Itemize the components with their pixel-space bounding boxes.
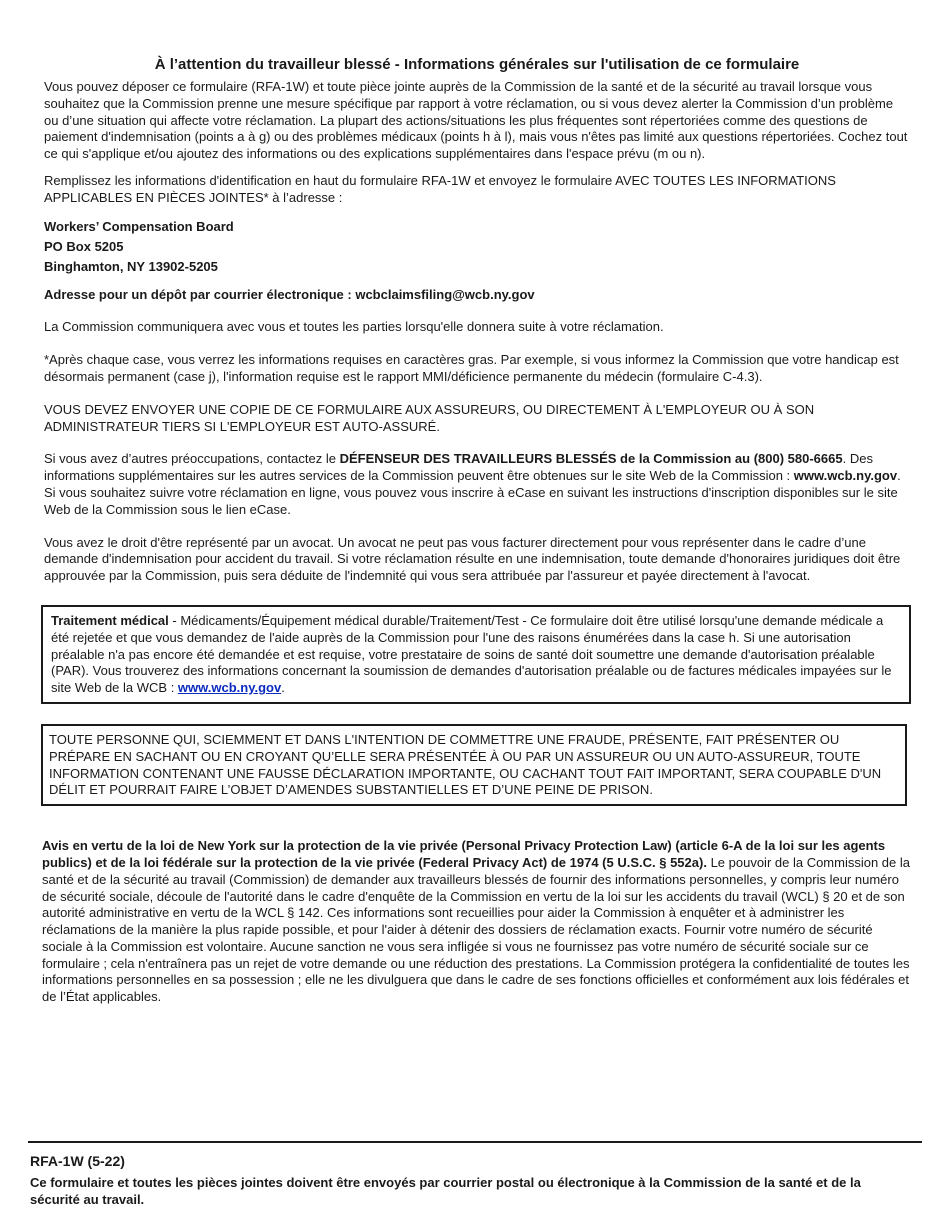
advocate-paragraph bbox=[44, 451, 910, 518]
fraud-warning-text: TOUTE PERSONNE QUI, SCIEMMENT ET DANS L'INTENTION DE COMMETTRE UNE FRAUDE, PRÉSENTE, FAIT PRÉSENTER OU PRÉPARE EN SACHANT OU EN CROYANT QU’ELLE SERA PRÉSENTÉE À OU PAR UN ASSUREUR OU UN AUTO-ASSUREUR, TOUTE INFORMATION CONTENANT UNE FAUSSE DÉCLARATION IMPORTANTE, OU CACHANT TOUT FAIT IMPORTANT, SERA COUPABLE D'UN DÉLIT ET POURRAIT FAIRE L’OBJET D’AMENDES SUBSTANTIELLES ET D’UNE PEINE DE PRISON. bbox=[49, 731, 882, 798]
attachment-footnote: *Après chaque case, vous verrez les informations requises en caractères gras. Par exemple, si vous informez la Commission que votre handicap est désormais permanent (case j), l'information requise est le rapport MMI/déficience permanente du médecin (formulaire C-4.3). bbox=[44, 352, 899, 384]
medical-box-end: . bbox=[281, 680, 285, 696]
advocate-text-before: Si vous avez d’autres préoccupations, contactez le bbox=[44, 451, 340, 467]
copy-notice: VOUS DEVEZ ENVOYER UNE COPIE DE CE FORMULAIRE AUX ASSUREURS, OU DIRECTEMENT À L'EMPLOYEUR OU À SON ADMINISTRATEUR TIERS SI L'EMPLOYEUR EST AUTO-ASSURÉ. bbox=[44, 401, 815, 434]
privacy-notice-text: Le pouvoir de la Commission de la santé et de la sécurité au travail (Commission) de demander aux travailleurs blessés de fournir des informations personnelles, y compris leur numéro de sécurité sociale, découle de l'autorité dans le cadre d'enquête de la Commission en vertu de la loi sur les accidents du travail (WCL) § 20 et de son autorité administrative en vertu de la WCL § 142. Ces informations sont recueillies pour aider la Commission à enquêter et à administrer les réclamations de la manière la plus rapide possible, et pour l'aider à détenir des dossiers de réclamation exacts. Fournir votre numéro de sécurité sociale à la Commission est volontaire. Aucune sanction ne vous sera infligée si vous ne fournissez pas votre numéro de sécurité sociale sur ce formulaire ; cela n'entraînera pas un rejet de votre demande ou une réduction des prestations. La Commission protégera la confidentialité de toutes les informations personnelles en sa possession ; elle ne les divulguera que dans le cadre de ses fonctions officielles et conformément aux lois fédérales et de l’État applicables. bbox=[42, 854, 911, 1005]
instructions-page bbox=[44, 56, 910, 1006]
address-line-2: PO Box 5205 bbox=[44, 238, 124, 254]
advocate-text-middle: . Des informations supplémentaires sur les autres services de la Commission peuvent être obtenues sur le site Web de la Commission : bbox=[44, 451, 873, 484]
page-footer bbox=[28, 1141, 922, 1209]
privacy-notice bbox=[42, 838, 910, 1006]
address-line-1: Workers’ Compensation Board bbox=[44, 218, 234, 234]
send-instructions: Remplissez les informations d'identification en haut du formulaire RFA-1W et envoyez le formulaire AVEC TOUTES LES INFORMATIONS APPLICABLES EN PIÈCES JOINTES* à l’adresse : bbox=[44, 172, 836, 205]
advocate-text-after: . Si vous souhaitez suivre votre réclamation en ligne, vous pouvez vous inscrire à eCase en suivant les instructions d'inscription disponibles sur le site Web de la Commission sous le lien eCase. bbox=[44, 468, 901, 517]
privacy-notice-heading: Avis en vertu de la loi de New York sur la protection de la vie privée (Personal Privacy Protection Law) (article 6-A de la loi sur les agents publics) et de la loi fédérale sur la protection de la vie privée (Federal Privacy Act) de 1974 (5 U.S.C. § 552a). bbox=[42, 838, 886, 870]
medical-treatment-box bbox=[41, 605, 911, 704]
form-code: RFA-1W (5-22) bbox=[30, 1153, 125, 1169]
communication-note: La Commission communiquera avec vous et toutes les parties lorsqu'elle donnera suite à votre réclamation. bbox=[44, 319, 664, 335]
fraud-warning-box bbox=[41, 724, 907, 806]
mailing-address bbox=[44, 217, 910, 277]
email-filing-address: Adresse pour un dépôt par courrier électronique : wcbclaimsfiling@wcb.ny.gov bbox=[44, 286, 535, 302]
medical-box-text: - Médicaments/Équipement médical durable/Traitement/Test - Ce formulaire doit être utilisé lorsqu'une demande médicale a été rejetée et que vous demandez de l'aide auprès de la Commission pour l'une des raisons énumérées dans la case h. Si une autorisation préalable n'a pas encore été demandée et est requise, votre prestataire de soins de santé doit soumettre une demande d'autorisation préalable (PAR). Vous trouverez des informations concernant la soumission de demandes d'autorisation préalable ou de factures médicales impayées sur le site Web de la WCB : bbox=[51, 612, 892, 696]
intro-paragraph: Vous pouvez déposer ce formulaire (RFA-1W) et toute pièce jointe auprès de la Commission de la santé et de la sécurité au travail lorsque vous souhaitez que la Commission prenne une mesure spécifique par rapport à votre réclamation, ou si vous devez alerter la Commission d’un problème ou d’une situation qui affecte votre réclamation. La plupart des actions/situations les plus fréquentes sont répertoriées comme des questions de paiement d'indemnisation (points a à g) ou des problèmes médicaux (points h à l), mais vous n'êtes pas limité aux questions répertoriées. Cochez tout ce qui s'applique et/ou ajoutez des informations ou des explications supplémentaires dans l'espace prévu (m ou n). bbox=[44, 79, 908, 162]
medical-box-heading: Traitement médical bbox=[51, 612, 169, 628]
page-title: À l’attention du travailleur blessé - Informations générales sur l'utilisation de ce formulaire bbox=[154, 56, 800, 73]
footer-note: Ce formulaire et toutes les pièces jointes doivent être envoyés par courrier postal ou électronique à la Commission de la santé et de la sécurité au travail. bbox=[30, 1175, 861, 1207]
wcb-site: www.wcb.ny.gov bbox=[793, 468, 898, 484]
advocate-phone: DÉFENSEUR DES TRAVAILLEURS BLESSÉS de la Commission au (800) 580-6665 bbox=[339, 451, 843, 467]
attorney-paragraph: Vous avez le droit d'être représenté par un avocat. Un avocat ne peut pas vous facturer directement pour vous représenter dans le cadre d’une demande d'indemnisation pour accident du travail. Si votre réclamation résulte en une indemnisation, toute demande d'honoraires juridiques doit être approuvée par la Commission, puis sera déduite de l'indemnité qui vous sera attribuée par l'assureur et payée directement à l'avocat. bbox=[44, 534, 901, 584]
wcb-website-link[interactable]: www.wcb.ny.gov bbox=[177, 680, 282, 696]
address-line-3: Binghamton, NY 13902-5205 bbox=[44, 258, 218, 274]
